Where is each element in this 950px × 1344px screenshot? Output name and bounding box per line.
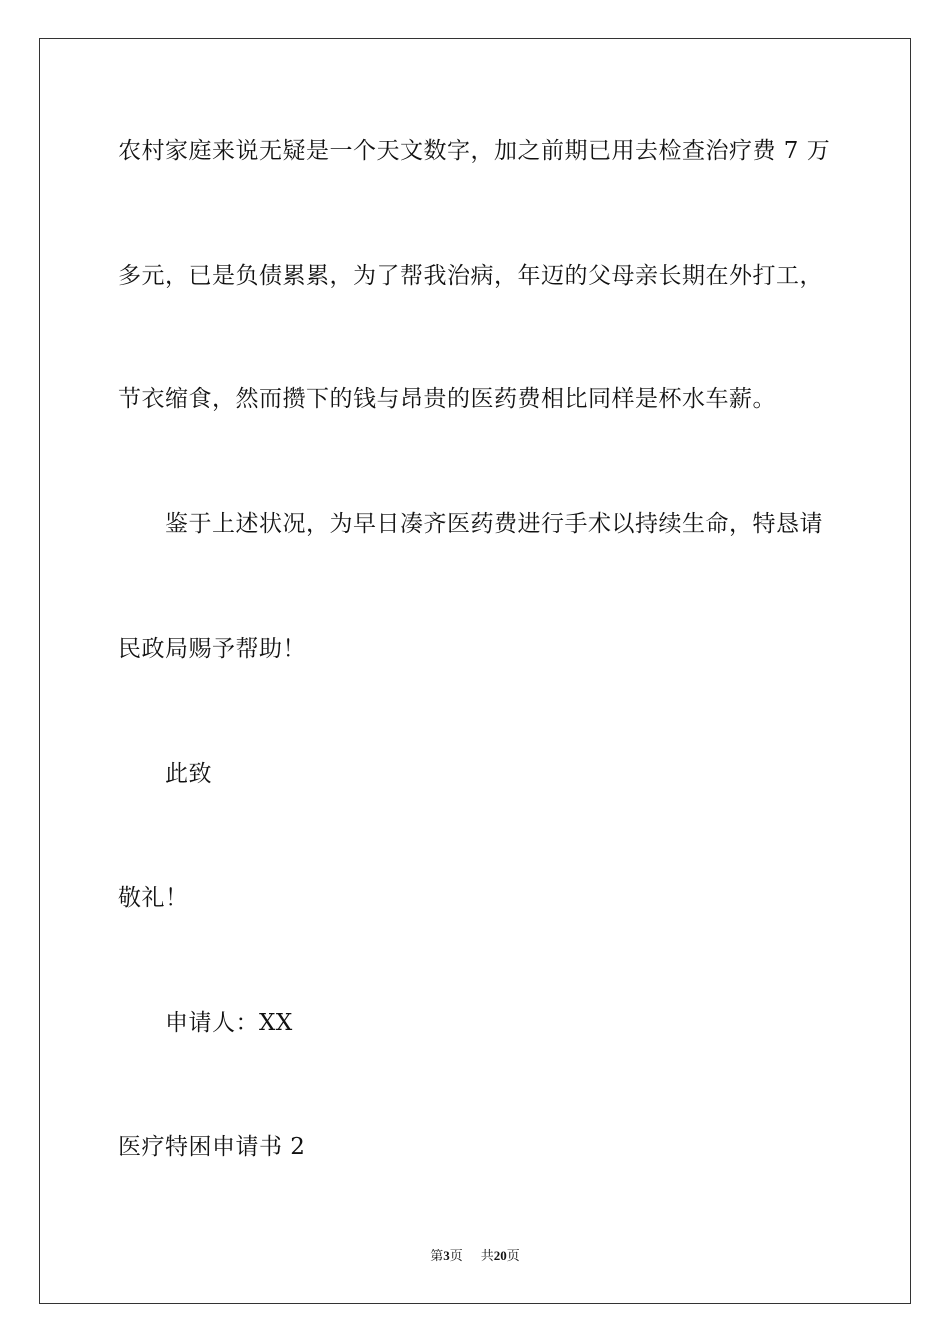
footer-total-prefix: 共	[480, 1248, 494, 1263]
body-line-3: 节衣缩食，然而攒下的钱与昂贵的医药费相比同样是杯水车薪。	[118, 386, 776, 412]
closing-salutation: 此致	[165, 761, 212, 787]
body-line-1: 农村家庭来说无疑是一个天文数字，加之前期已用去检查治疗费 7 万	[118, 138, 831, 164]
body-line-2: 多元，已是负债累累，为了帮我治病，年迈的父母亲长期在外打工，	[118, 263, 823, 289]
footer-page-number: 3	[443, 1248, 450, 1263]
applicant-line: 申请人：XX	[165, 1010, 293, 1036]
page-frame	[39, 38, 911, 1304]
footer-page-suffix: 页	[449, 1248, 463, 1263]
footer-page-prefix: 第	[430, 1248, 444, 1263]
page-footer	[0, 1247, 950, 1265]
closing-respect: 敬礼！	[118, 885, 189, 911]
body-line-5: 民政局赐予帮助！	[118, 636, 306, 662]
footer-total-suffix: 页	[506, 1248, 520, 1263]
footer-total-pages: 20	[493, 1248, 507, 1263]
body-line-4: 鉴于上述状况，为早日凑齐医药费进行手术以持续生命，特恳请	[165, 511, 823, 537]
section-heading: 医疗特困申请书 2	[118, 1134, 306, 1160]
